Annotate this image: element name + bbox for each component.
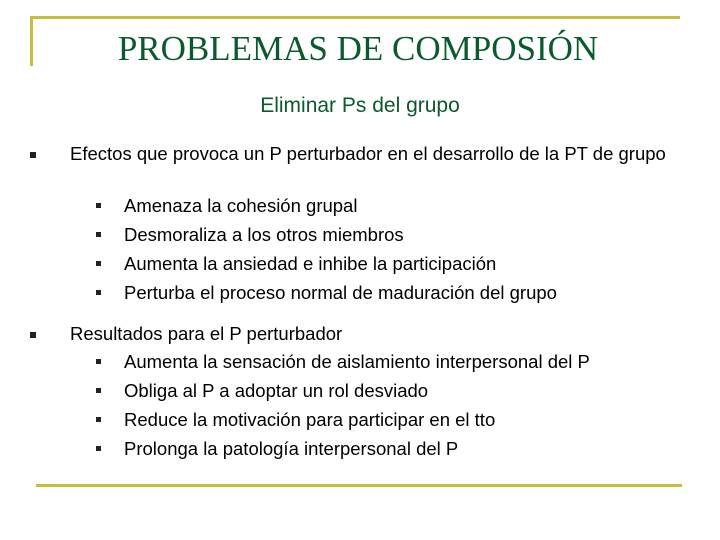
- square-bullet-icon: [96, 261, 101, 266]
- list-item-text: Aumenta la ansiedad e inhibe la participación: [124, 253, 497, 274]
- list-item-text: Aumenta la sensación de aislamiento interpersonal del P: [124, 351, 590, 372]
- square-bullet-icon: [96, 203, 101, 208]
- list-item: [0, 349, 720, 377]
- list-item: [0, 436, 720, 464]
- slide-subtitle: Eliminar Ps del grupo: [260, 94, 460, 117]
- square-bullet-icon: [30, 332, 36, 338]
- list-item: [0, 407, 720, 435]
- list-item-text: Prolonga la patología interpersonal del P: [124, 438, 459, 459]
- list-item: [0, 222, 720, 250]
- square-bullet-icon: [96, 446, 101, 451]
- section-heading: Resultados para el P perturbador: [70, 323, 343, 344]
- square-bullet-icon: [96, 388, 101, 393]
- list-item-text: Amenaza la cohesión grupal: [124, 195, 358, 216]
- list-item-text: Perturba el proceso normal de maduración del grupo: [124, 282, 557, 303]
- section-heading: Efectos que provoca un P perturbador en el desarrollo de la PT de grupo: [70, 143, 666, 164]
- list-item: [0, 280, 720, 308]
- frame-top-rule: [30, 16, 680, 19]
- square-bullet-icon: [96, 290, 101, 295]
- square-bullet-icon: [96, 359, 101, 364]
- list-item: [0, 378, 720, 406]
- slide-title: PROBLEMAS DE COMPOSIÓN: [117, 29, 599, 68]
- list-item-text: Reduce la motivación para participar en el tto: [124, 409, 496, 430]
- square-bullet-icon: [96, 417, 101, 422]
- list-item: [0, 251, 720, 279]
- square-bullet-icon: [30, 152, 36, 158]
- list-item: [0, 193, 720, 221]
- list-item-text: Obliga al P a adoptar un rol desviado: [124, 380, 429, 401]
- frame-bottom-rule: [36, 484, 682, 487]
- list-item-text: Desmoraliza a los otros miembros: [124, 224, 404, 245]
- square-bullet-icon: [96, 232, 101, 237]
